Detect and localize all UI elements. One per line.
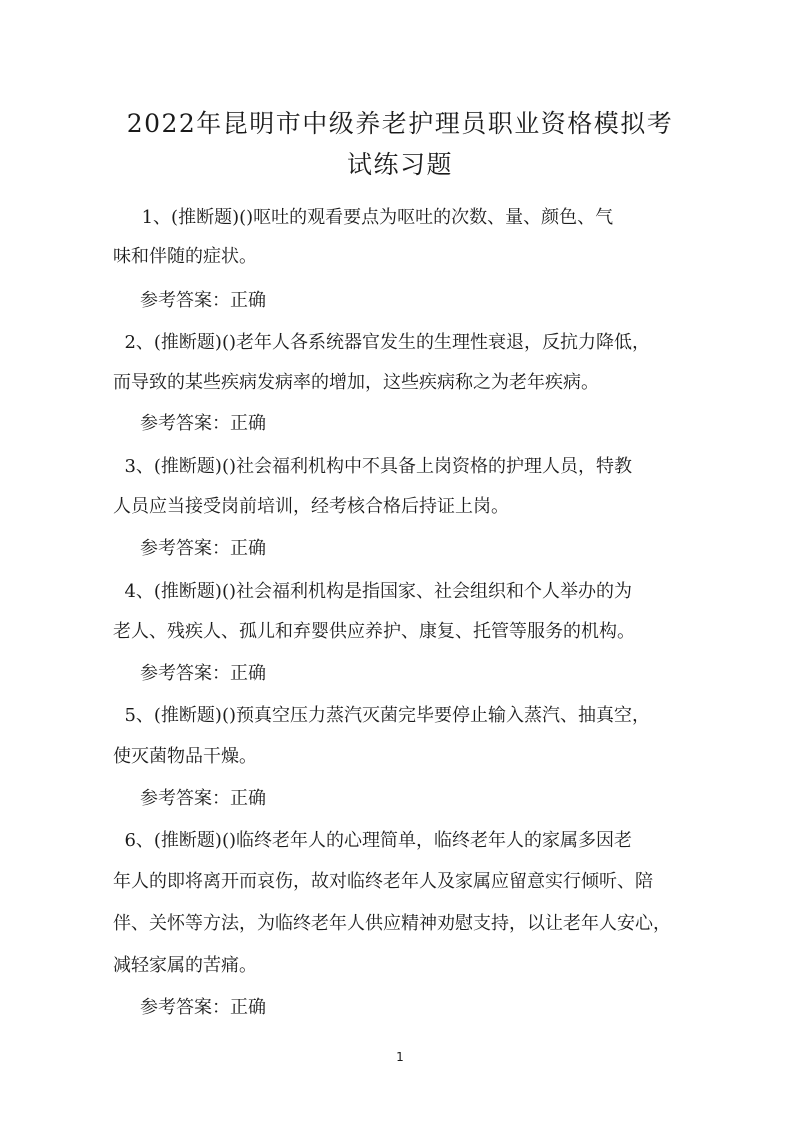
question-2-line-1: 2、(推断题)()老年人各系统器官发生的生理性衰退，反抗力降低， bbox=[113, 332, 650, 353]
question-6-line-2: 年人的即将离开而哀伤，故对临终老年人及家属应留意实行倾听、陪 bbox=[113, 871, 653, 892]
question-5-line-2: 使灭菌物品干燥。 bbox=[113, 746, 257, 767]
document-title-line-2: 试练习题 bbox=[346, 150, 453, 179]
question-3-answer: 参考答案：正确 bbox=[140, 538, 266, 559]
question-5-answer: 参考答案：正确 bbox=[140, 788, 266, 809]
question-3-line-2: 人员应当接受岗前培训，经考核合格后持证上岗。 bbox=[113, 496, 509, 517]
question-6-line-3: 伴、关怀等方法，为临终老年人供应精神劝慰支持，以让老年人安心， bbox=[113, 913, 671, 934]
question-6-line-1: 6、(推断题)()临终老年人的心理简单，临终老年人的家属多因老 bbox=[113, 830, 632, 851]
question-5-line-1: 5、(推断题)()预真空压力蒸汽灭菌完毕要停止输入蒸汽、抽真空， bbox=[113, 705, 650, 726]
question-1-line-2: 味和伴随的症状。 bbox=[113, 246, 257, 267]
question-4-line-1: 4、(推断题)()社会福利机构是指国家、社会组织和个人举办的为 bbox=[113, 581, 632, 602]
question-2-answer: 参考答案：正确 bbox=[140, 413, 266, 434]
question-1-line-1: 1、(推断题)()呕吐的观看要点为呕吐的次数、量、颜色、气 bbox=[113, 207, 614, 228]
page-number: 1 bbox=[396, 1050, 404, 1064]
question-3-line-1: 3、(推断题)()社会福利机构中不具备上岗资格的护理人员，特教 bbox=[113, 456, 632, 477]
document-title-line-1: 2022年昆明市中级养老护理员职业资格模拟考 bbox=[126, 109, 674, 138]
question-1-answer: 参考答案：正确 bbox=[140, 290, 266, 311]
question-6-answer: 参考答案：正确 bbox=[140, 997, 266, 1018]
question-2-line-2: 而导致的某些疾病发病率的增加，这些疾病称之为老年疾病。 bbox=[113, 372, 599, 393]
question-6-line-4: 减轻家属的苦痛。 bbox=[113, 955, 257, 976]
question-4-answer: 参考答案：正确 bbox=[140, 663, 266, 684]
question-4-line-2: 老人、残疾人、孤儿和弃婴供应养护、康复、托管等服务的机构。 bbox=[113, 621, 635, 642]
